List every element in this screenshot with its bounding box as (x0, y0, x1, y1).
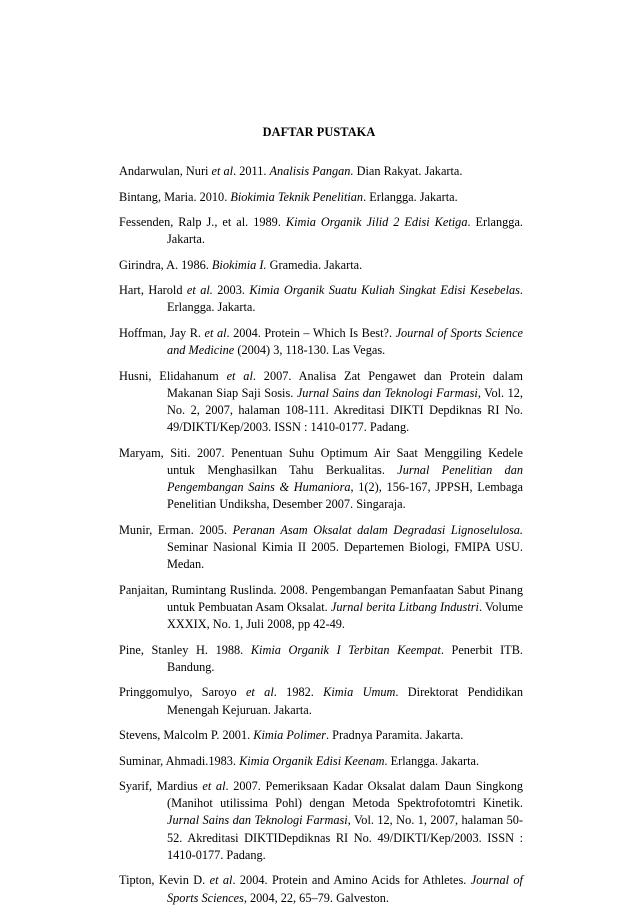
reference-text: Panjaitan, Rumintang Ruslinda. 2008. Pengembangan Pemanfaatan Sabut Pinang untuk Pembuatan Asam Oksalat. (119, 582, 523, 614)
reference-italic-text: et al (209, 873, 233, 888)
reference-text: Andarwulan, Nuri (119, 164, 212, 178)
reference-text: . Erlangga. Jakarta. (384, 753, 480, 768)
reference-italic-text: Kimia Organik Suatu Kuliah Singkat Edisi Kesebelas (249, 283, 520, 298)
reference-entry (119, 325, 523, 359)
reference-text: Fessenden, Ralp J., et al. 1989. (119, 215, 286, 229)
reference-italic-text: Biokimia Teknik Penelitian (230, 189, 364, 204)
reference-text: (2004) 3, 118-130. Las Vegas. (234, 343, 386, 358)
reference-entry (119, 445, 523, 514)
reference-text: . 2007. Analisa Zat Pengawet dan Protein dalam Makanan Siap Saji Sosis. (167, 368, 523, 400)
reference-text: Stevens, Malcolm P. 2001. (119, 728, 254, 743)
reference-italic-text: et al. (186, 283, 213, 298)
reference-entry (119, 778, 523, 864)
reference-italic-text: Peranan Asam Oksalat dalam Degradasi Lignoselulosa. (232, 522, 523, 537)
reference-italic-text: Analisis Pangan. (269, 164, 354, 178)
reference-italic-text: et al (202, 779, 226, 794)
reference-text: . 2007. Pemeriksaan Kadar Oksalat dalam Daun Singkong (Manihot utilissima Pohl) dengan Metoda Spektrofotomtri Kinetik. (167, 779, 524, 811)
reference-text: Munir, Erman. 2005. (119, 522, 233, 537)
reference-italic-text: Kimia Organik Edisi Keenam (239, 753, 385, 768)
reference-entry (119, 282, 523, 316)
reference-text: . Erlangga. Jakarta. (167, 215, 523, 247)
reference-italic-text: Journal of Sports Science and Medicine (167, 325, 524, 358)
reference-text: . 2004. Protein and Amino Acids for Athletes. (232, 873, 471, 888)
reference-italic-text: Kimia Organik I Terbitan Keempat (250, 642, 441, 657)
reference-italic-text: Jurnal Sains dan Teknologi Farmasi (167, 813, 348, 828)
reference-entry (119, 368, 523, 437)
reference-text: . Penerbit ITB. Bandung. (167, 642, 523, 674)
reference-text: . Volume XXXIX, No. 1, Juli 2008, pp 42-49. (167, 599, 523, 632)
reference-text: . Erlangga. Jakarta. (167, 283, 523, 315)
reference-text: , 1(2), 156-167, JPPSH, Lembaga Penelitian Undiksha, Desember 2007. Singaraja. (167, 480, 524, 512)
reference-italic-text: et al (211, 164, 234, 178)
reference-italic-text: Jurnal Penelitian dan Pengembangan Sains & Humaniora (167, 462, 523, 495)
page-title: DAFTAR PUSTAKA (262, 125, 376, 139)
reference-italic-text: Kimia Umum (323, 685, 396, 700)
reference-text: Maryam, Siti. 2007. Penentuan Suhu Optimum Air Saat Menggiling Kedele untuk Menghasilkan Tahu Berkualitas. (119, 445, 523, 477)
reference-italic-text: Biokimia I. (211, 257, 267, 272)
reference-entry (119, 163, 523, 180)
reference-italic-text: et al (204, 325, 227, 340)
reference-text: Husni, Elidahanum (119, 368, 227, 383)
reference-text: Hart, Harold (119, 283, 187, 298)
reference-entry (119, 642, 523, 676)
reference-text: , Vol. 12, No. 2, 2007, halaman 108-111. Akreditasi DIKTI Depdiknas RI No. 49/DIKTI/Kep/2003. ISSN : 1410-0177. Padang. (167, 385, 523, 435)
reference-italic-text: Journal of Sports Sciences (167, 873, 523, 905)
reference-italic-text: Kimia Polimer (253, 728, 327, 743)
reference-text: . 2011. (233, 164, 270, 178)
reference-italic-text: Jurnal berita Litbang Industri (330, 599, 479, 614)
reference-text: Syarif, Mardius (119, 779, 203, 794)
reference-text: Tipton, Kevin D. (119, 873, 210, 888)
reference-text: . 2004. Protein – Which Is Best?. (226, 325, 396, 340)
reference-entry (119, 522, 523, 574)
reference-text: Seminar Nasional Kimia II 2005. Departemen Biologi, FMIPA USU. Medan. (167, 540, 523, 572)
reference-text: Pine, Stanley H. 1988. (119, 642, 251, 657)
reference-text: Hoffman, Jay R. (119, 325, 205, 340)
reference-entry (119, 727, 523, 744)
reference-italic-text: et al (226, 368, 253, 383)
reference-italic-text: Jurnal Sains dan Teknologi Farmasi (296, 385, 478, 400)
reference-text: . Erlangga. Jakarta. (363, 189, 458, 204)
reference-text: 2003. (212, 283, 250, 298)
reference-text: Girindra, A. 1986. (119, 257, 212, 272)
reference-text: , 2004, 22, 65–79. Galveston. (243, 890, 390, 905)
reference-list (119, 163, 523, 915)
reference-text: . Pradnya Paramita. Jakarta. (326, 728, 464, 743)
reference-entry (119, 872, 523, 906)
reference-text: . 1982. (273, 685, 324, 700)
reference-text: Bintang, Maria. 2010. (119, 189, 231, 204)
reference-entry (119, 753, 523, 770)
reference-entry (119, 684, 523, 718)
reference-text: Pringgomulyo, Saroyo (119, 685, 246, 700)
reference-entry (119, 582, 523, 634)
reference-text: Dian Rakyat. Jakarta. (353, 164, 463, 178)
reference-italic-text: Kimia Organik Jilid 2 Edisi Ketiga (285, 215, 468, 229)
reference-text: Suminar, Ahmadi.1983. (119, 753, 240, 768)
reference-entry (119, 257, 523, 274)
reference-italic-text: et al (245, 685, 274, 700)
reference-text: , Vol. 12, No. 1, 2007, halaman 50-52. Akreditasi DIKTIDepdiknas RI No. 49/DIKTI/Kep/2003. ISSN : 1410-0177. Padang. (167, 813, 523, 862)
reference-text: Gramedia. Jakarta. (266, 257, 363, 272)
reference-entry (119, 214, 523, 248)
reference-entry (119, 189, 523, 206)
reference-text: . Direktorat Pendidikan Menengah Kejuruan. Jakarta. (167, 685, 523, 717)
